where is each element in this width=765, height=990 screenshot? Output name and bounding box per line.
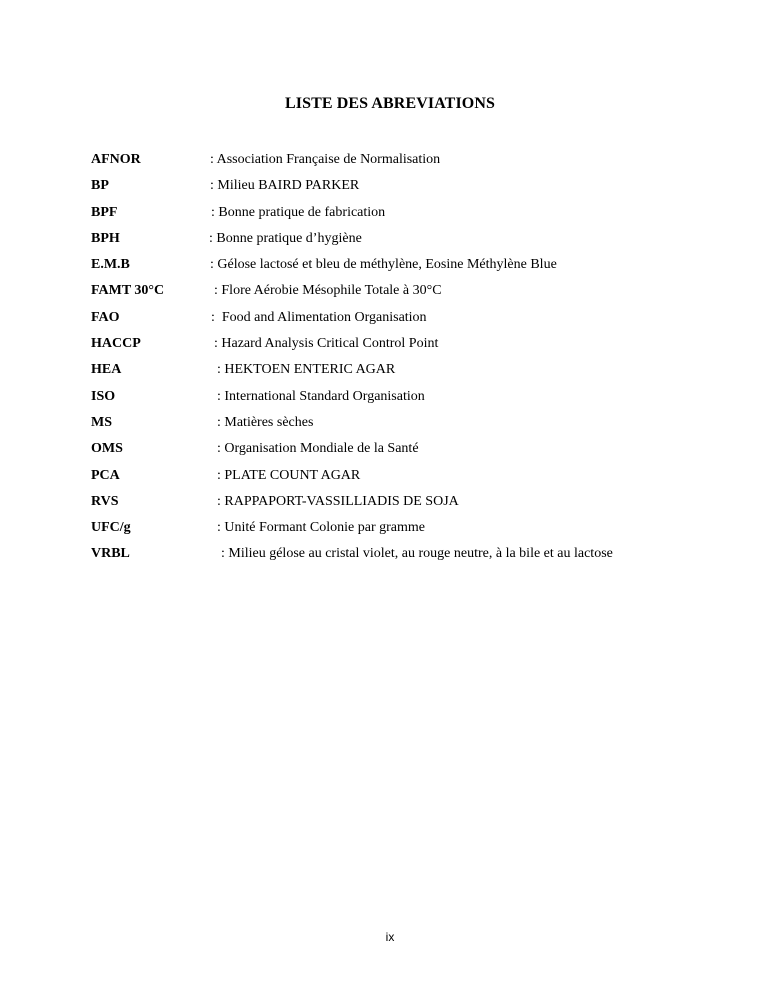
abbreviation-definition: : Hazard Analysis Critical Control Point: [214, 336, 439, 352]
abbreviation-term: E.M.B: [91, 257, 130, 273]
abbreviation-term: HEA: [91, 362, 122, 378]
abbreviation-term: BPF: [91, 204, 118, 220]
abbreviation-term: BP: [91, 178, 109, 194]
abbreviation-definition: : Milieu BAIRD PARKER: [210, 178, 360, 194]
abbreviation-term: FAMT 30°C: [91, 283, 165, 299]
abbreviation-definition: : Association Française de Normalisation: [210, 152, 441, 167]
abbreviation-term: VRBL: [91, 546, 130, 562]
abbreviation-term: PCA: [91, 467, 120, 483]
abbreviation-definition: : Food and Alimentation Organisation: [211, 309, 427, 325]
abbreviation-term: BPH: [91, 230, 120, 246]
abbreviation-definition: : HEKTOEN ENTERIC AGAR: [217, 362, 396, 378]
abbreviation-definition: : Flore Aérobie Mésophile Totale à 30°C: [214, 283, 442, 299]
abbreviation-definition: : PLATE COUNT AGAR: [217, 467, 361, 483]
abbreviation-definition: : Bonne pratique d’hygiène: [209, 230, 362, 246]
abbreviation-definition: : Bonne pratique de fabrication: [211, 204, 386, 220]
abbreviation-definition: : Gélose lactosé et bleu de méthylène, Eosine Méthylène Blue: [210, 257, 557, 273]
abbreviation-term: OMS: [91, 441, 123, 457]
abbreviation-definition: : Matières sèches: [217, 414, 314, 430]
abbreviation-definition: : International Standard Organisation: [217, 388, 425, 404]
page-title: LISTE DES ABREVIATIONS: [285, 95, 495, 112]
abbreviation-term: AFNOR: [91, 152, 141, 167]
abbreviation-term: RVS: [91, 493, 119, 509]
abbreviation-definition: : Milieu gélose au cristal violet, au rouge neutre, à la bile et au lactose: [221, 546, 613, 562]
abbreviation-term: UFC/g: [91, 520, 131, 536]
abbreviation-term: ISO: [91, 388, 116, 404]
page-number: ix: [385, 930, 395, 944]
abbreviation-definition: : Unité Formant Colonie par gramme: [217, 520, 426, 536]
abbreviation-definition: : Organisation Mondiale de la Santé: [217, 441, 419, 457]
abbreviation-term: FAO: [91, 309, 120, 325]
abbreviation-definition: : RAPPAPORT-VASSILLIADIS DE SOJA: [217, 493, 459, 509]
abbreviation-term: HACCP: [91, 336, 141, 352]
abbreviation-term: MS: [91, 414, 112, 430]
